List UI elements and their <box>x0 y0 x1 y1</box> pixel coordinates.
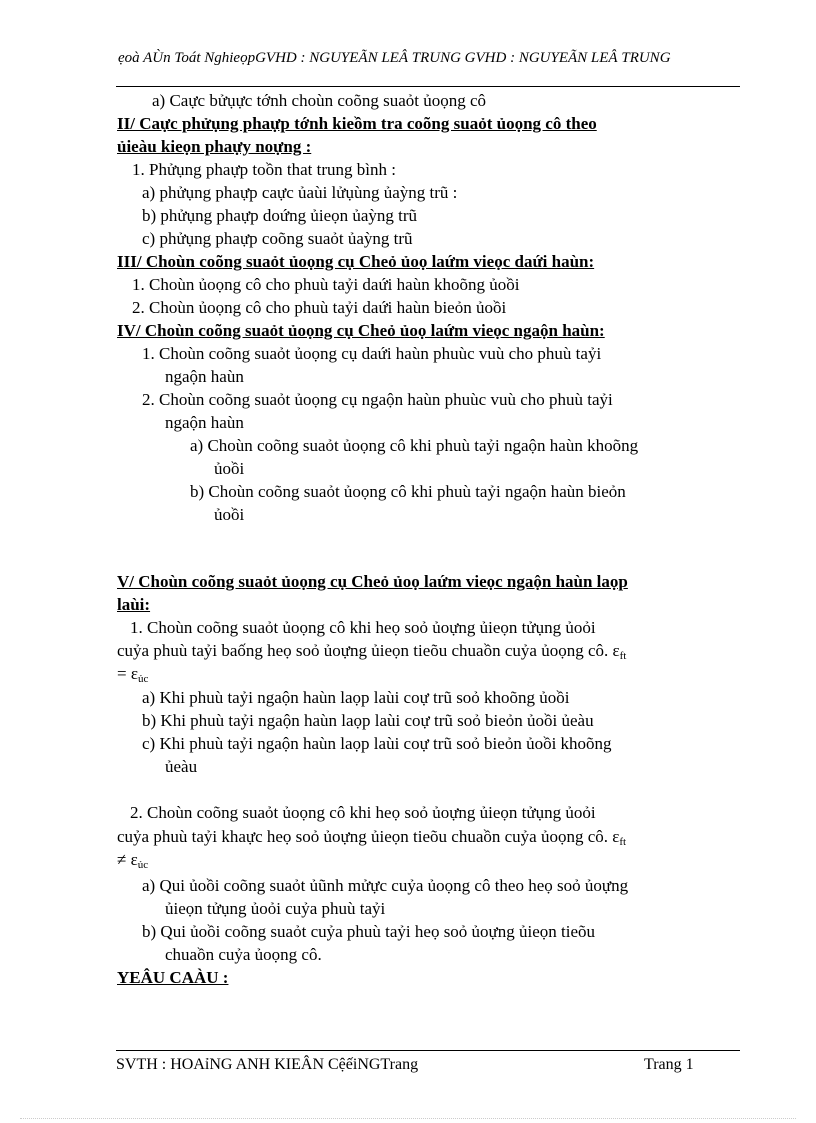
section-heading-3: III/ Choùn coõng suaỏt ủoọng cụ Cheỏ ủoọ laứm vieọc daứi haùn: <box>117 252 595 271</box>
body-line: b) phửụng phaựp doứng ủieọn ủaỳng trũ <box>142 206 418 225</box>
section-heading-2: II/ Caực phửụng phaựp tớnh kieồm tra coõng suaỏt ủoọng cô theo <box>117 114 597 133</box>
section-heading-5: V/ Choùn coõng suaỏt ủoọng cụ Cheỏ ủoọ laứm vieọc ngaộn haùn laọp <box>117 572 628 591</box>
body-line: cuỷa phuù taỷi khaực heọ soỏ ủoựng ủieọn tieõu chuaồn cuỷa ủoọng cô. $\varepsilon_{ft}$ <box>117 827 627 848</box>
body-line: 1. Phửụng phaựp toồn that trung bình : <box>132 160 396 179</box>
body-line: ủoồi <box>214 505 245 524</box>
body-line: b) Qui ủoồi coõng suaỏt cuỷa phuù taỷi heọ soỏ ủoựng ủieọn tieõu <box>142 922 596 941</box>
body-line: ủieọn tửụng ủoỏi cuỷa phuù taỷi <box>165 899 386 918</box>
body-line: ủeàu <box>165 757 198 776</box>
body-line: b) Khi phuù taỷi ngaộn haùn laọp laùi coự trũ soỏ bieỏn ủoồi ủeàu <box>142 711 594 730</box>
body-line: 1. Choùn ủoọng cô cho phuù taỷi daứi haùn khoõng ủoồi <box>132 275 520 294</box>
body-line: a) phửụng phaựp caực ủaùi lửụùng ủaỳng trũ : <box>142 183 458 202</box>
body-line: 1. Choùn coõng suaỏt ủoọng cụ daứi haùn phuùc vuù cho phuù taỷi <box>142 344 602 363</box>
body-line: cuỷa phuù taỷi baống heọ soỏ ủoựng ủieọn tieõu chuaồn cuỷa ủoọng cô. $\varepsilon_{ft}$ <box>117 641 627 662</box>
page-number: Trang 1 <box>644 1056 694 1073</box>
body-line: ngaộn haùn <box>165 413 244 432</box>
requirements-heading: YEÂU CAÀU : <box>117 968 229 987</box>
body-line: = $\varepsilon_{ủc}$ <box>117 664 149 685</box>
body-line: a) Khi phuù taỷi ngaộn haùn laọp laùi coự trũ soỏ khoõng ủoồi <box>142 688 570 707</box>
body-line: b) Choùn coõng suaỏt ủoọng cô khi phuù taỷi ngaộn haùn bieỏn <box>190 482 626 501</box>
body-line: 2. Choùn coõng suaỏt ủoọng cụ ngaộn haùn phuùc vuù cho phuù taỷi <box>142 390 613 409</box>
body-line: chuaồn cuỷa ủoọng cô. <box>165 945 322 964</box>
footer-rule <box>116 1050 740 1051</box>
body-line: a) Caực bửụực tớnh choùn coõng suaỏt ủoọng cô <box>152 91 487 110</box>
body-line: 2. Choùn ủoọng cô cho phuù taỷi daứi haùn bieỏn ủoồi <box>132 298 507 317</box>
page-header: ẹoà AÙn Toát NghieọpGVHD : NGUYEÃN LEÂ TRUNG GVHD : NGUYEÃN LEÂ TRUNG <box>118 50 671 66</box>
page-bottom-border <box>20 1118 796 1119</box>
body-line: c) Khi phuù taỷi ngaộn haùn laọp laùi coự trũ soỏ bieỏn ủoồi khoõng <box>142 734 612 753</box>
section-heading-5-cont: laùi: <box>117 595 151 614</box>
body-line: a) Qui ủoồi coõng suaỏt ủũnh mửực cuỷa ủoọng cô theo heọ soỏ ủoựng <box>142 876 629 895</box>
section-heading-4: IV/ Choùn coõng suaỏt ủoọng cụ Cheỏ ủoọ laứm vieọc ngaộn haùn: <box>117 321 605 340</box>
header-rule <box>116 86 740 87</box>
body-line: 1. Choùn coõng suaỏt ủoọng cô khi heọ soỏ ủoựng ủieọn tửụng ủoỏi <box>130 618 596 637</box>
body-line: a) Choùn coõng suaỏt ủoọng cô khi phuù taỷi ngaộn haùn khoõng <box>190 436 639 455</box>
body-line: ngaộn haùn <box>165 367 244 386</box>
body-line: ≠ $\varepsilon_{ủc}$ <box>117 850 149 871</box>
footer-author: SVTH : HOAỉNG ANH KIEÂN CệếiNGTrang <box>116 1056 419 1073</box>
section-heading-2-cont: ủieàu kieọn phaựy noựng : <box>117 137 312 156</box>
body-line: 2. Choùn coõng suaỏt ủoọng cô khi heọ soỏ ủoựng ủieọn tửụng ủoỏi <box>130 803 596 822</box>
body-line: c) phửụng phaựp coõng suaỏt ủaỳng trũ <box>142 229 413 248</box>
body-line: ủoồi <box>214 459 245 478</box>
